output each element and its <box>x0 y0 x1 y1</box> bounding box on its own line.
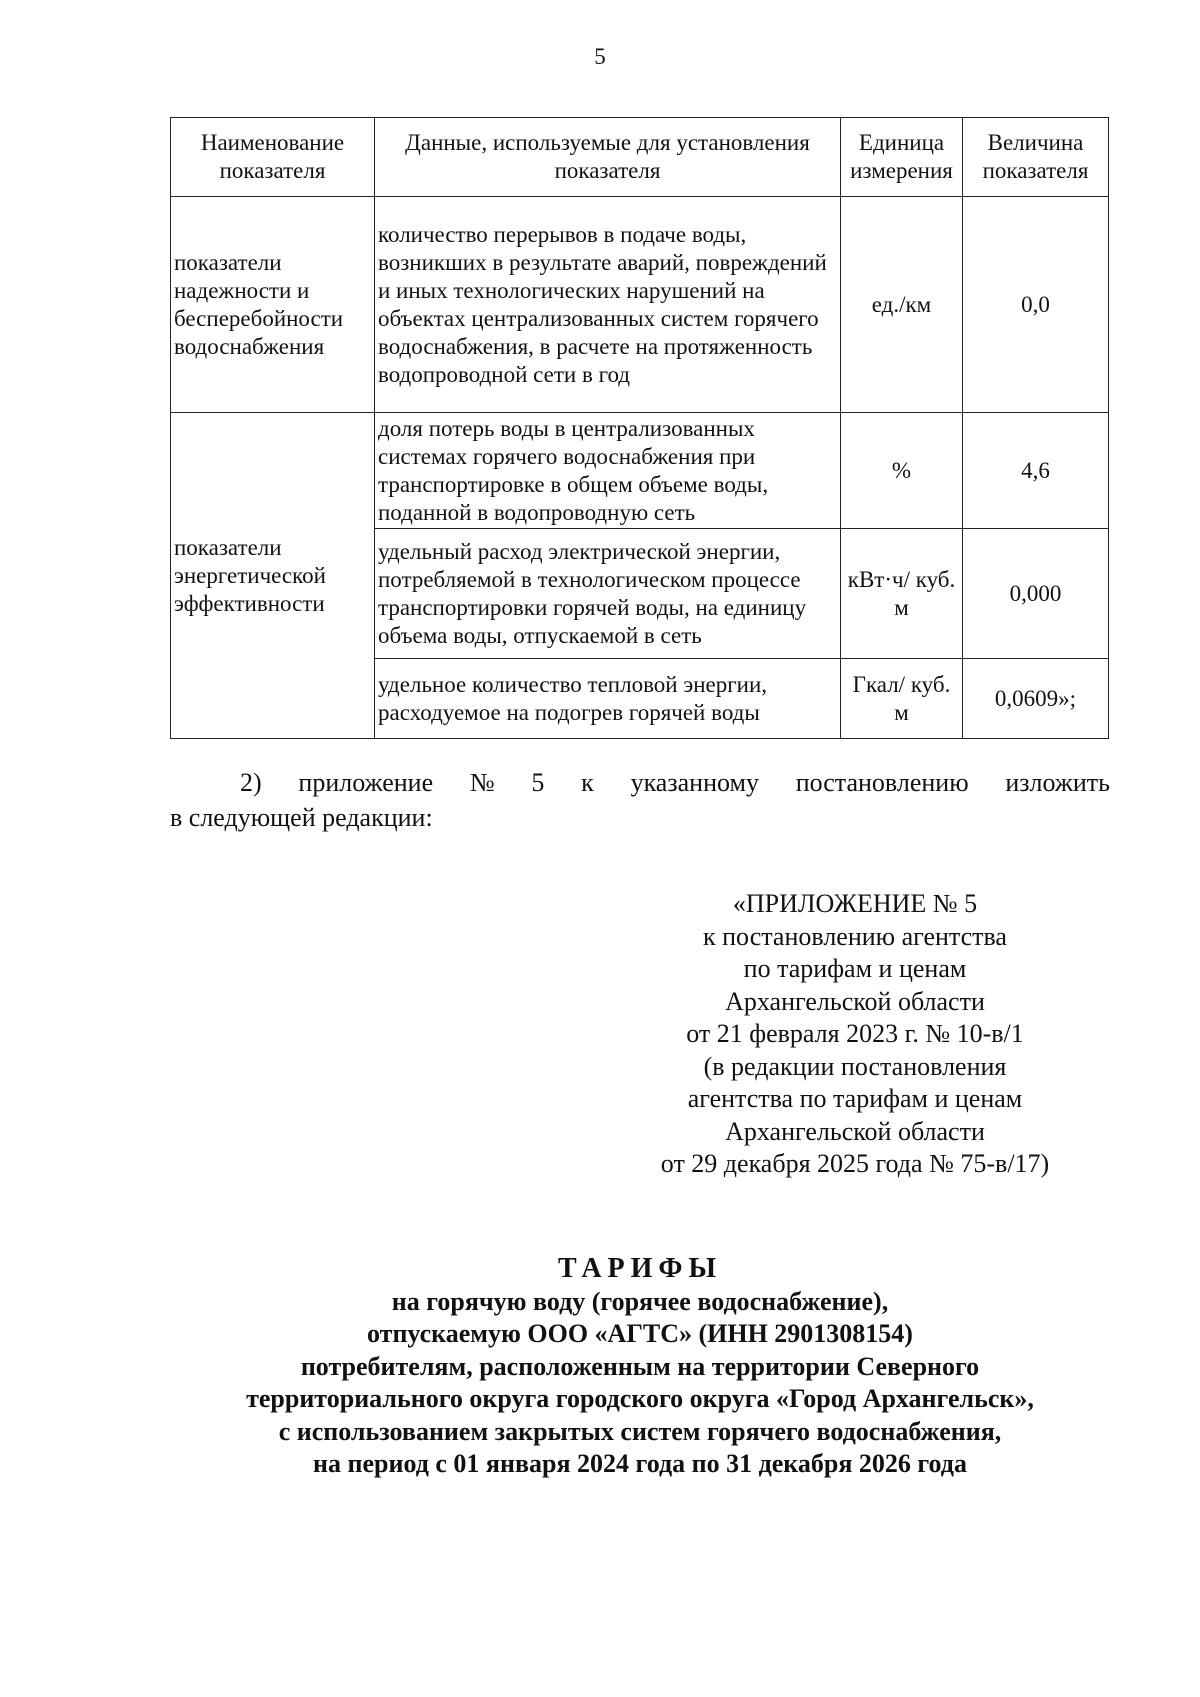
tariffs-title-block <box>170 1253 1110 1481</box>
row-unit: % <box>841 413 963 529</box>
row-value: 4,6 <box>963 413 1109 529</box>
paragraph-word: № <box>469 768 495 797</box>
paragraph-word: 2) <box>240 768 262 797</box>
group-name-reliability: показатели надежности и бесперебойности водоснабжения <box>171 197 375 413</box>
row-data: удельное количество тепловой энергии, расходуемое на подогрев горячей воды <box>375 659 841 739</box>
group-name-energy-efficiency: показатели энергетической эффективности <box>171 413 375 739</box>
appendix-line: от 29 декабря 2025 года № 75-в/17) <box>660 1149 1050 1178</box>
page-number: 5 <box>594 44 606 69</box>
tariffs-subtitle-line: на горячую воду (горячее водоснабжение), <box>391 1286 889 1316</box>
row-value: 0,0609»; <box>963 659 1109 739</box>
paragraph-first-line <box>170 765 1110 800</box>
row-data: доля потерь воды в централизованных системах горячего водоснабжения при транспортировке в общем объеме воды, поданной в водопроводную сеть <box>375 413 841 529</box>
appendix-line: (в редакции постановления <box>703 1051 1007 1081</box>
paragraph-word: 5 <box>531 768 545 797</box>
row-unit: кВт·ч/ куб. м <box>841 529 963 659</box>
paragraph-second-line: в следующей редакции: <box>170 803 433 832</box>
header-unit: Единица измерения <box>841 118 963 197</box>
header-source-data: Данные, используемые для установления показателя <box>375 118 841 197</box>
paragraph-word: указанному <box>630 768 759 797</box>
table-header-row <box>171 118 1109 197</box>
paragraph-word: постановлению <box>795 768 969 797</box>
table-row <box>171 413 1109 529</box>
row-data: удельный расход электрической энергии, потребляемой в технологическом процессе транспортировки горячей воды, на единицу объема воды, отпускаемой в сеть <box>375 529 841 659</box>
appendix-line: Архангельской области <box>725 1116 985 1146</box>
header-indicator-name: Наименование показателя <box>171 118 375 197</box>
amendment-paragraph <box>170 765 1110 835</box>
paragraph-word: к <box>581 768 594 797</box>
tariffs-heading: ТАРИФЫ <box>558 1253 722 1284</box>
paragraph-word: приложение <box>298 768 434 797</box>
paragraph-word: изложить <box>1005 768 1110 797</box>
tariffs-subtitle-line: на период с 01 января 2024 года по 31 декабря 2026 года <box>313 1449 967 1478</box>
row-unit: ед./км <box>841 197 963 413</box>
appendix-line: Архангельской области <box>725 986 985 1016</box>
appendix-line: агентства по тарифам и ценам <box>687 1084 1023 1113</box>
appendix-line: к постановлению агентства <box>703 921 1007 951</box>
tariffs-subtitle-line: с использованием закрытых систем горячего водоснабжения, <box>278 1416 1002 1446</box>
row-unit: Гкал/ куб. м <box>841 659 963 739</box>
indicators-table <box>170 117 1109 739</box>
header-value: Величина показателя <box>963 118 1109 197</box>
row-data: количество перерывов в подаче воды, возникших в результате аварий, повреждений и иных технологических нарушений на объектах централизованных систем горячего водоснабжения, в расчете на протяженность водопроводной сети в год <box>375 197 841 413</box>
tariffs-subtitle-line: территориального округа городского округа «Город Архангельск», <box>246 1384 1034 1413</box>
appendix-line: по тарифам и ценам <box>743 954 967 983</box>
appendix-line: от 21 февраля 2023 г. № 10-в/1 <box>686 1019 1024 1048</box>
tariffs-subtitle-line: потребителям, расположенным на территории Северного <box>300 1351 980 1381</box>
appendix-line: «ПРИЛОЖЕНИЕ № 5 <box>732 889 978 918</box>
appendix-heading-block <box>630 888 1080 1181</box>
table-row <box>171 197 1109 413</box>
row-value: 0,0 <box>963 197 1109 413</box>
row-value: 0,000 <box>963 529 1109 659</box>
tariffs-subtitle-line: отпускаемую ООО «АГТС» (ИНН 2901308154) <box>367 1319 913 1348</box>
